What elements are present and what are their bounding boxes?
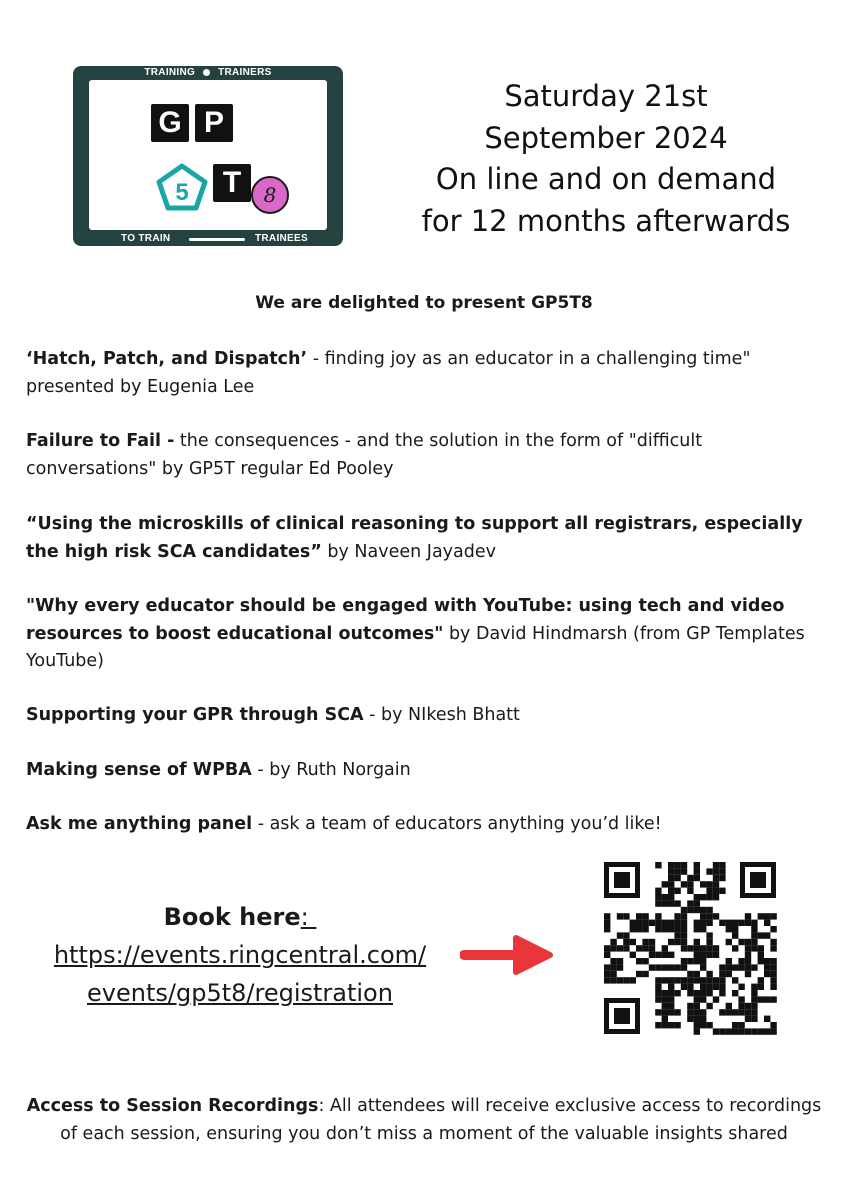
event-date-block [410,76,802,242]
session-title: "Why every educator should be engaged with YouTube: using tech and video resources to boost educational outcomes" [26,596,785,644]
session-details: by Naveen Jayadev [321,541,496,562]
booking-section [20,898,460,1012]
date-line-3: On line and on demand [435,162,777,196]
dot-icon [203,69,210,76]
session-details: - by Ruth Norgain [251,760,411,780]
session-item-youtube [26,593,826,676]
logo-bottom-text [73,233,343,245]
logo-tile-g: G [151,104,189,142]
session-title: ‘Hatch, Patch, and Dispatch’ [26,349,308,369]
session-details: - finding joy as an educator in a challenging time" presented by Eugenia Lee [26,349,751,397]
session-item-failure-to-fail [26,428,826,483]
qr-code-icon[interactable] [600,858,780,1038]
logo-circle-8: 8 [251,176,289,214]
session-title: Supporting your GPR through SCA [26,705,364,725]
access-details: : All attendees will receive exclusive access to recordings of each session, ensuring you don’t miss a moment of the valuable insights shared [60,1096,822,1144]
session-item-ask-me-anything [26,811,826,839]
session-item-gpr-sca [26,702,826,730]
book-here-text: Book here [163,903,301,931]
registration-link-line-1[interactable]: https://events.ringcentral.com/ [53,941,427,969]
intro-heading: We are delighted to present GP5T8 [255,293,593,313]
session-details: by David Hindmarsh (from GP Templates YouTube) [26,623,805,671]
logo-tile-t: T [213,164,251,202]
session-item-wpba [26,757,826,785]
book-here-colon: : [300,903,309,931]
logo-bottom-bar [189,238,245,241]
logo-bottom-left: TO TRAIN [121,233,171,244]
session-details: - by NIkesh Bhatt [363,705,520,725]
session-title: “Using the microskills of clinical reasoning to support all registrars, especially the high risk SCA candidates” [26,514,803,562]
registration-link-line-2[interactable]: events/gp5t8/registration [87,979,393,1007]
date-line-2: September 2024 [484,120,728,155]
arrow-right-icon [460,930,560,980]
logo-bottom-right: TRAINEES [255,233,308,244]
session-title: Ask me anything panel [26,814,253,834]
session-item-microskills [26,511,826,566]
gp5t8-logo [73,66,343,246]
session-details: the consequences - and the solution in the form of "difficult conversations" by GP5T regular Ed Pooley [26,431,703,479]
logo-tile-p: P [195,104,233,142]
logo-top-left: TRAINING [144,67,196,78]
logo-top-right: TRAINERS [218,67,272,78]
pentagon-digit: 5 [175,179,189,206]
session-title: Making sense of WPBA [26,760,252,780]
logo-inner-panel [89,80,327,230]
session-details: - ask a team of educators anything you’d like! [252,814,662,834]
date-line-1: Saturday 21st [504,79,708,113]
session-title: Failure to Fail - [26,431,175,451]
session-item-hatch [26,346,826,401]
date-line-4: for 12 months afterwards [421,203,791,238]
access-title: Access to Session Recordings [26,1096,319,1116]
logo-top-text [73,67,343,78]
access-recordings-note [24,1092,824,1148]
pentagon-icon [155,162,209,212]
book-here-label [20,898,460,936]
